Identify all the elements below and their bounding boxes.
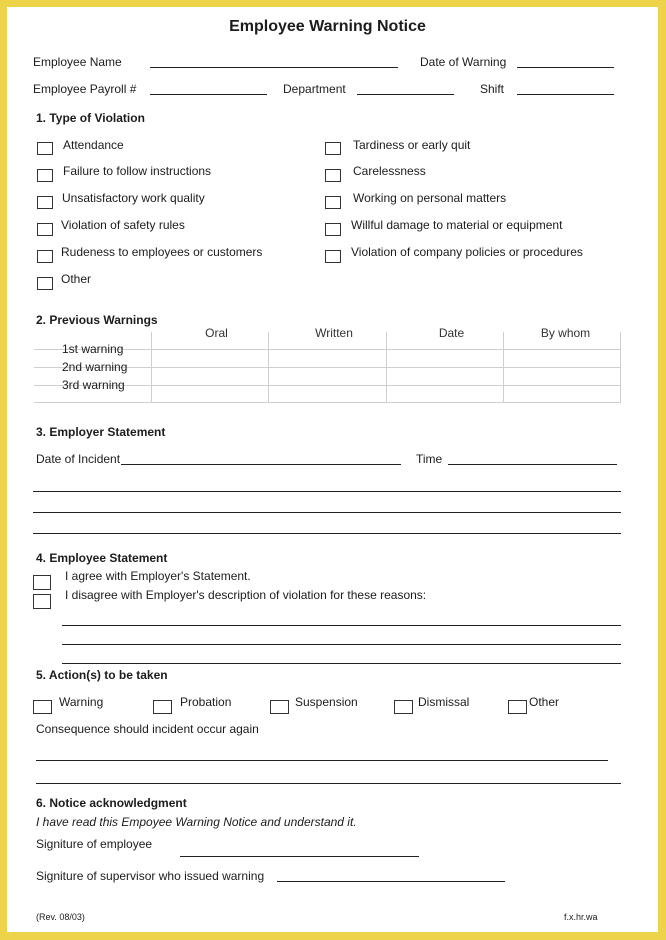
employer-statement-line[interactable] — [33, 512, 621, 513]
row-1st-warning: 1st warning — [62, 342, 124, 356]
employee-statement-heading: 4. Employee Statement — [36, 551, 168, 565]
form-code: f.x.hr.wa — [564, 912, 598, 922]
revision-note: (Rev. 08/03) — [36, 912, 85, 922]
violation-heading: 1. Type of Violation — [36, 111, 145, 125]
employee-reason-line[interactable] — [62, 663, 621, 664]
label-personal-matters: Working on personal matters — [353, 191, 507, 205]
checkbox-suspension[interactable] — [270, 700, 289, 714]
checkbox-safety-rules[interactable] — [37, 223, 53, 236]
time-field[interactable] — [448, 464, 617, 465]
employer-statement-line[interactable] — [33, 533, 621, 534]
checkbox-unsatisfactory-work[interactable] — [37, 196, 53, 209]
col-by-whom: By whom — [540, 326, 591, 340]
employee-name-label: Employee Name — [33, 55, 122, 69]
label-rudeness: Rudeness to employees or customers — [61, 245, 263, 259]
previous-warnings-heading: 2. Previous Warnings — [36, 313, 158, 327]
signature-employee-field[interactable] — [180, 856, 419, 857]
acknowledgment-statement: I have read this Empoyee Warning Notice and understand it. — [36, 815, 357, 829]
signature-supervisor-field[interactable] — [277, 881, 505, 882]
checkbox-company-policies[interactable] — [325, 250, 341, 263]
checkbox-attendance[interactable] — [37, 142, 53, 155]
checkbox-tardiness[interactable] — [325, 142, 341, 155]
col-written: Written — [315, 326, 353, 340]
employer-statement-heading: 3. Employer Statement — [36, 425, 166, 439]
label-company-policies: Violation of company policies or procedures — [351, 245, 583, 259]
label-unsatisfactory-work: Unsatisfactory work quality — [62, 191, 205, 205]
consequence-label: Consequence should incident occur again — [36, 722, 259, 736]
checkbox-failure-instructions[interactable] — [37, 169, 53, 182]
checkbox-probation[interactable] — [153, 700, 172, 714]
employee-reason-line[interactable] — [62, 644, 621, 645]
table-row-line — [34, 402, 621, 403]
consequence-line[interactable] — [36, 783, 621, 784]
row-3rd-warning: 3rd warning — [62, 378, 125, 392]
actions-heading: 5. Action(s) to be taken — [36, 668, 168, 682]
employee-name-field[interactable] — [150, 67, 398, 68]
label-probation: Probation — [180, 695, 232, 709]
label-safety-rules: Violation of safety rules — [61, 218, 185, 232]
checkbox-rudeness[interactable] — [37, 250, 53, 263]
checkbox-other-action[interactable] — [508, 700, 527, 714]
checkbox-carelessness[interactable] — [325, 169, 341, 182]
checkbox-disagree[interactable] — [33, 594, 51, 609]
signature-supervisor-label: Signiture of supervisor who issued warning — [36, 869, 265, 883]
shift-field[interactable] — [517, 94, 614, 95]
checkbox-personal-matters[interactable] — [325, 196, 341, 209]
date-of-warning-label: Date of Warning — [420, 55, 507, 69]
checkbox-willful-damage[interactable] — [325, 223, 341, 236]
label-failure-instructions: Failure to follow instructions — [63, 164, 212, 178]
checkbox-dismissal[interactable] — [394, 700, 413, 714]
col-date: Date — [438, 326, 465, 340]
time-label: Time — [416, 452, 443, 466]
label-warning: Warning — [59, 695, 104, 709]
label-tardiness: Tardiness or early quit — [353, 138, 471, 152]
label-other-violation: Other — [61, 272, 92, 286]
signature-employee-label: Signiture of employee — [36, 837, 153, 851]
payroll-field[interactable] — [150, 94, 267, 95]
label-agree: I agree with Employer's Statement. — [65, 569, 251, 583]
consequence-line[interactable] — [36, 760, 608, 761]
date-of-incident-label: Date of Incident — [36, 452, 121, 466]
checkbox-agree[interactable] — [33, 575, 51, 590]
row-2nd-warning: 2nd warning — [62, 360, 128, 374]
payroll-label: Employee Payroll # — [33, 82, 137, 96]
label-other-action: Other — [529, 695, 560, 709]
label-willful-damage: Willful damage to material or equipment — [351, 218, 563, 232]
col-oral: Oral — [205, 326, 228, 340]
date-of-warning-field[interactable] — [517, 67, 614, 68]
employee-reason-line[interactable] — [62, 625, 621, 626]
previous-warnings-table — [34, 327, 621, 403]
acknowledgment-heading: 6. Notice acknowledgment — [36, 796, 187, 810]
employer-statement-line[interactable] — [33, 491, 621, 492]
label-dismissal: Dismissal — [418, 695, 470, 709]
form-title: Employee Warning Notice — [229, 18, 426, 35]
checkbox-other-violation[interactable] — [37, 277, 53, 290]
shift-label: Shift — [480, 82, 505, 96]
checkbox-warning[interactable] — [33, 700, 52, 714]
department-field[interactable] — [357, 94, 454, 95]
label-carelessness: Carelessness — [353, 164, 426, 178]
label-disagree: I disagree with Employer's description of violation for these reasons: — [65, 588, 427, 602]
label-attendance: Attendance — [63, 138, 124, 152]
warning-notice-form — [7, 7, 658, 932]
label-suspension: Suspension — [295, 695, 358, 709]
department-label: Department — [283, 82, 346, 96]
date-of-incident-field[interactable] — [121, 464, 401, 465]
